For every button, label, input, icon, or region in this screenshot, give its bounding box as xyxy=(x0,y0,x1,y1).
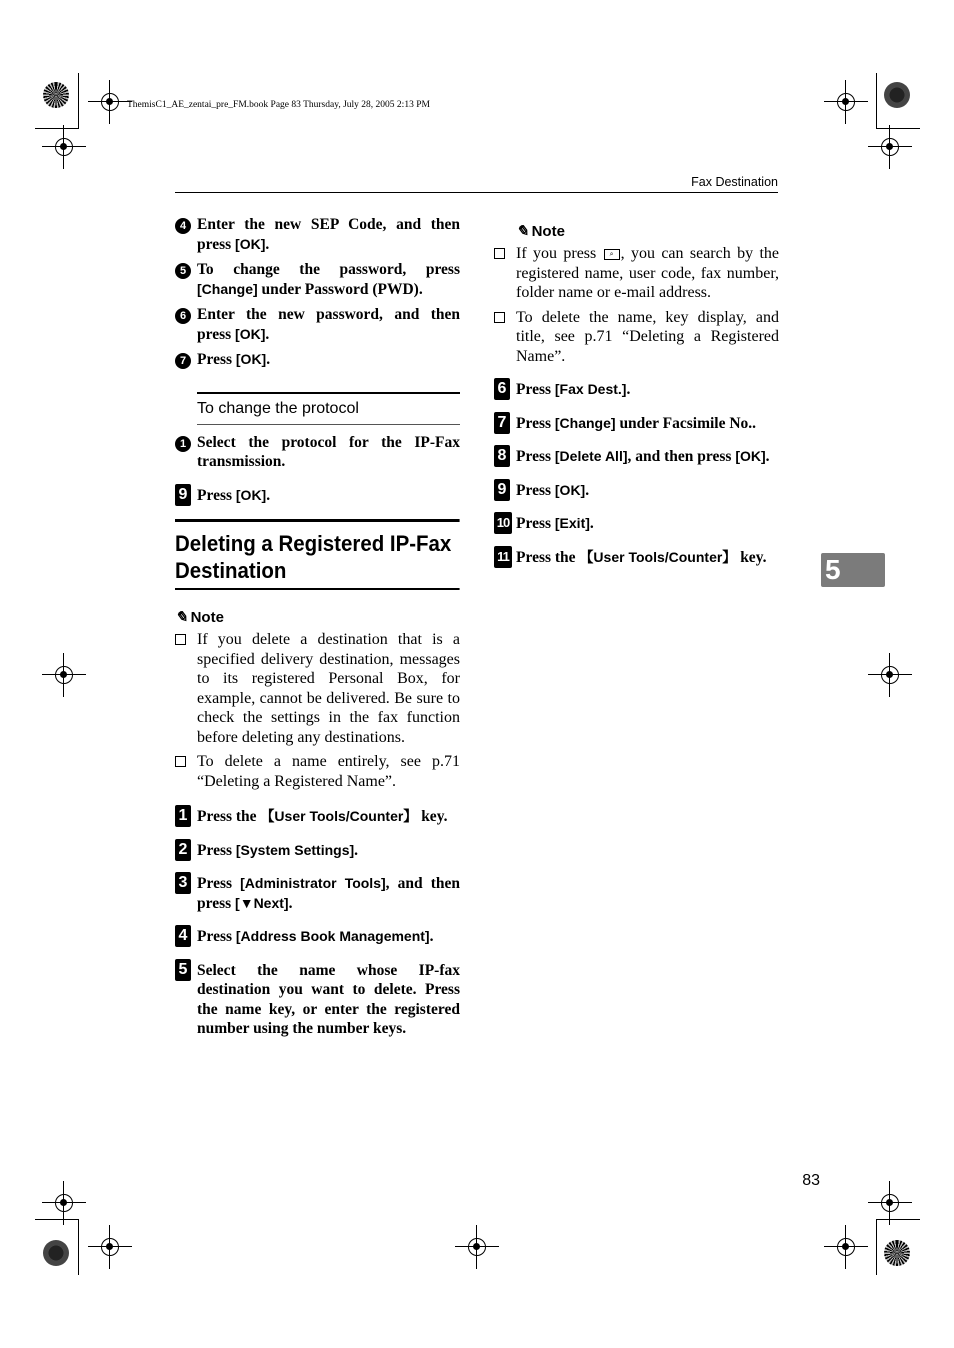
step-text: Press xyxy=(197,875,241,892)
registration-mark xyxy=(50,133,78,161)
step xyxy=(175,807,460,827)
key-label: [System Settings] xyxy=(235,841,355,858)
section-title: Deleting a Registered IP-Fax Destination xyxy=(175,519,460,590)
step-number: 11 xyxy=(494,546,512,568)
right-column xyxy=(494,222,779,581)
crop-line xyxy=(35,128,79,129)
key-label: [OK] xyxy=(554,481,586,498)
step-number: 3 xyxy=(175,872,191,894)
step-text: . xyxy=(288,894,293,912)
step-text: Press xyxy=(516,481,555,499)
note-item xyxy=(494,308,779,367)
step-text: key. xyxy=(417,808,448,825)
header-rule xyxy=(175,192,778,193)
substep-number: 7 xyxy=(175,353,191,369)
substep-text: . xyxy=(265,325,270,343)
key-label: [▼Next] xyxy=(235,894,289,911)
step-text: . xyxy=(589,515,594,532)
book-info-line: ThemisC1_AE_zentai_pre_FM.book Page 83 Thursday, July 28, 2005 2:13 PM xyxy=(127,100,430,110)
step xyxy=(175,841,460,861)
registration-disc-top-right xyxy=(884,82,910,108)
substep-text: To change the password, press xyxy=(197,261,460,278)
step-number: 5 xyxy=(175,959,191,981)
step-text: Press xyxy=(197,841,236,859)
substep-number: 1 xyxy=(175,436,191,452)
substep-text: Select the protocol for the IP-Fax transmission. xyxy=(197,433,460,470)
step-text: Select the name whose IP-fax destination you want to delete. Press the name key, or enter the registered number using the number keys. xyxy=(197,961,460,1037)
step-number: 2 xyxy=(175,839,191,861)
step xyxy=(494,548,779,568)
crop-line xyxy=(876,128,920,129)
key-label: 【User Tools/Counter】 xyxy=(260,808,418,824)
substep-text: Press xyxy=(197,351,236,368)
crop-line xyxy=(35,1219,79,1220)
step-text: Press xyxy=(516,414,555,432)
chapter-number: 5 xyxy=(825,554,841,585)
step-text: . xyxy=(354,841,359,859)
step-number: 9 xyxy=(494,479,510,501)
registration-disc-bottom-right xyxy=(884,1240,910,1266)
crop-line xyxy=(876,1219,877,1275)
step-text: Press xyxy=(516,381,555,398)
pencil-icon: ✎ xyxy=(175,609,188,626)
key-label: [OK] xyxy=(235,351,267,367)
step xyxy=(494,380,779,400)
crop-line xyxy=(876,73,877,129)
step-text: . xyxy=(585,481,590,499)
substep-text: under Password (PWD). xyxy=(257,280,423,298)
step-text: , and then press xyxy=(627,448,736,465)
key-label: 【User Tools/Counter】 xyxy=(579,548,737,565)
protocol-heading: To change the protocol xyxy=(197,392,460,425)
step-text: Press xyxy=(197,928,236,945)
step-number: 6 xyxy=(494,378,510,400)
step-text: , and then press xyxy=(197,875,461,912)
substep xyxy=(175,215,460,254)
step-text: . xyxy=(626,381,631,398)
step xyxy=(175,961,460,1039)
substep-text: . xyxy=(266,351,271,368)
step xyxy=(175,486,460,506)
step-text: Press the xyxy=(516,548,580,566)
registration-mark xyxy=(96,88,124,116)
key-label: [OK] xyxy=(235,235,266,252)
step-number: 1 xyxy=(175,805,191,827)
running-title: Fax Destination xyxy=(691,175,778,189)
step-text: . xyxy=(266,486,271,504)
note-item xyxy=(175,752,460,791)
registration-mark xyxy=(832,88,860,116)
step-text: Press xyxy=(516,448,555,465)
registration-mark xyxy=(832,1233,860,1261)
pencil-icon: ✎ xyxy=(516,223,529,240)
step xyxy=(494,447,779,467)
checkbox-bullet-icon xyxy=(175,756,186,767)
left-column xyxy=(175,215,460,1053)
key-label: [Change] xyxy=(554,414,616,431)
key-label: [OK] xyxy=(735,448,766,464)
note-heading xyxy=(494,222,779,240)
registration-mark xyxy=(876,133,904,161)
crop-line xyxy=(78,73,79,129)
step-text: Press xyxy=(197,486,236,504)
step-text: Press the xyxy=(197,808,261,825)
step xyxy=(494,514,779,534)
step-text: Press xyxy=(516,515,555,532)
registration-mark xyxy=(463,1233,491,1261)
key-label: [Exit] xyxy=(554,515,590,531)
page-number: 83 xyxy=(802,1172,820,1189)
substep-number: 6 xyxy=(175,308,191,324)
registration-mark xyxy=(50,661,78,689)
crop-line xyxy=(78,1219,79,1275)
substep-text: Enter the new SEP Code, and then press xyxy=(197,216,460,253)
step xyxy=(175,874,460,913)
note-label: Note xyxy=(531,223,565,240)
step xyxy=(494,481,779,501)
step-text: under Facsimile No.. xyxy=(615,414,757,432)
key-label: [OK] xyxy=(235,325,266,342)
substep-text: . xyxy=(265,235,270,253)
search-icon: ⌕ xyxy=(604,249,620,260)
key-label: [Fax Dest.] xyxy=(554,381,627,397)
substep xyxy=(175,433,460,472)
key-label: [OK] xyxy=(235,486,267,503)
step xyxy=(175,927,460,947)
substep-number: 4 xyxy=(175,218,191,234)
step-number: 4 xyxy=(175,925,191,947)
registration-mark xyxy=(876,661,904,689)
crop-line xyxy=(876,1219,920,1220)
substep xyxy=(175,305,460,344)
key-label: [Change] xyxy=(197,280,258,297)
step-number: 8 xyxy=(494,445,510,467)
note-text: To delete the name, key display, and title, see p.71 “Deleting a Registered Name”. xyxy=(516,308,779,365)
step-number: 10 xyxy=(494,512,512,534)
substep xyxy=(175,350,460,370)
note-item xyxy=(494,244,779,303)
note-text: , you can search by the registered name, user code, fax number, folder name or e-mail address. xyxy=(516,245,779,301)
step xyxy=(494,414,779,434)
substep xyxy=(175,260,460,299)
step-text: . xyxy=(429,928,434,945)
note-text: To delete a name entirely, see p.71 “Deleting a Registered Name”. xyxy=(197,753,460,790)
step-text: key. xyxy=(736,548,767,566)
key-label: [Address Book Management] xyxy=(235,928,430,944)
note-heading xyxy=(175,608,460,626)
registration-mark xyxy=(96,1233,124,1261)
note-label: Note xyxy=(190,609,224,626)
note-text: If you press xyxy=(516,245,603,262)
step-number: 7 xyxy=(494,412,510,434)
step-text: . xyxy=(765,448,770,465)
checkbox-bullet-icon xyxy=(175,634,186,645)
substep-number: 5 xyxy=(175,263,191,279)
registration-disc-top-left xyxy=(43,82,69,108)
checkbox-bullet-icon xyxy=(494,248,505,259)
step-number: 9 xyxy=(175,484,191,506)
checkbox-bullet-icon xyxy=(494,312,505,323)
note-text: If you delete a destination that is a specified delivery destination, messages to its registered Personal Box, for example, cannot be delivered. Be sure to check the settings in the fax function before deleting any destinations. xyxy=(197,631,460,746)
registration-disc-bottom-left xyxy=(43,1240,69,1266)
note-item xyxy=(175,630,460,747)
registration-mark xyxy=(876,1189,904,1217)
chapter-tab xyxy=(821,553,885,587)
key-label: [Delete All] xyxy=(554,448,628,464)
registration-mark xyxy=(50,1189,78,1217)
substep-text: Enter the new password, and then press xyxy=(197,306,460,343)
key-label: [Administrator Tools] xyxy=(240,875,386,891)
